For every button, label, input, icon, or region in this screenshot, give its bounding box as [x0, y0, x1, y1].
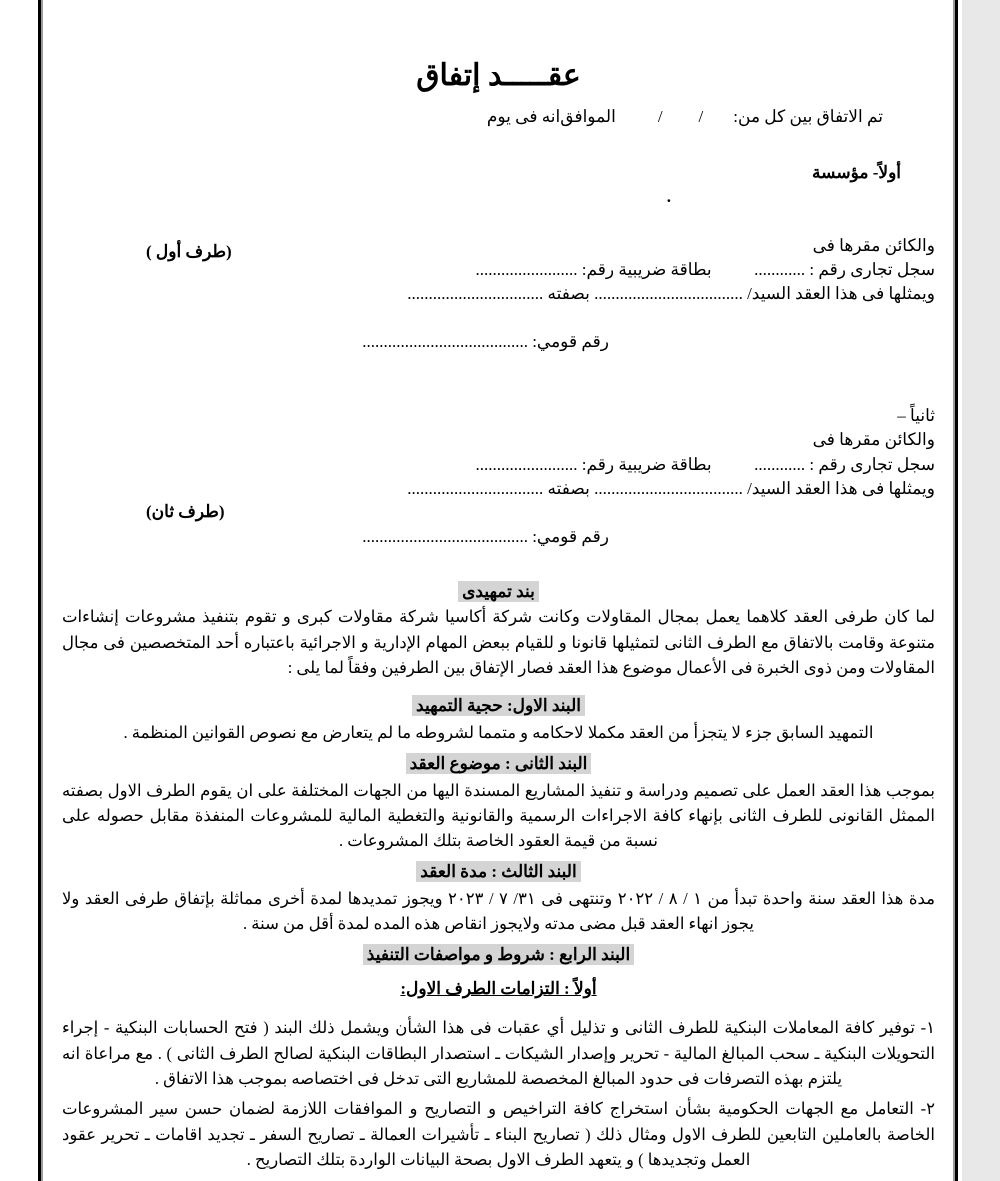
clause-4-heading: [62, 945, 935, 965]
page-border-right-shadow: [953, 0, 955, 1181]
first-party-registry-line: سجل تجارى رقم : ............ بطاقة ضريبية رقم: ........................: [475, 259, 935, 279]
intro-muwafq-label: الموافق: [560, 107, 616, 126]
first-party-national-id-line: [62, 306, 935, 378]
first-party-heading: [62, 137, 935, 234]
first-party-heading-text: أولاً- مؤسسة: [812, 163, 901, 183]
list-item: [62, 1096, 935, 1173]
clause-3-body: مدة هذا العقد سنة واحدة تبدأ من ١ / ٨ / ٢٠٢٢ وتنتهى فى ٣١/ ٧ / ٢٠٢٣ ويجوز تمديدها لمدة أخرى مماثلة بإتفاق طرفى العقد ولا يجوز انهاء العقد قبل مضى مدته ولايجوز انقاص هذه المده لمدة أقل من سنة .: [62, 889, 936, 934]
preamble-heading-text: بند تمهيدى: [458, 581, 539, 602]
preamble-heading: [62, 582, 935, 602]
first-party-address-label: والكائن مقرها فى: [812, 235, 935, 255]
intro-slash-1: /: [657, 107, 663, 126]
second-party-national-id-text: رقم قومي: .......................................: [362, 526, 609, 546]
list-item-marker: ١-: [920, 1018, 936, 1038]
preamble-body: لما كان طرفى العقد كلاهما يعمل بمجال المقاولات وكانت شركة أكاسيا شركة مقاولات كبرى و تقوم بتنفيذ مشروعات إنشاءات متنوعة وقامت بالاتفاق مع الطرف الثانى لتمثيلها قانونا و للقيام ببعض المهام الإدارية و الاجرائية باعتباره أحد المتخصصين فى مجال المقاولات ومن ذوى الخبرة فى الأعمال موضوع هذا العقد فصار الإتفاق بين الطرفين وفقاً لما يلى :: [62, 607, 935, 678]
clause-1-heading: [62, 696, 935, 716]
second-party-representative-line: ويمثلها فى هذا العقد السيد/ ................................... بصفته ................................: [407, 478, 935, 498]
second-party-block: [62, 404, 935, 573]
clause-3-heading: [62, 862, 935, 882]
first-party-tag: (طرف أول ): [146, 242, 232, 261]
clause-1-heading-text: البند الاول: حجية التمهيد: [412, 695, 585, 716]
page-right-margin: [962, 0, 1000, 1181]
page-border-left-shadow: [41, 0, 43, 1181]
intro-line: [62, 107, 935, 127]
second-party-address-label: والكائن مقرها فى: [812, 430, 935, 450]
list-item-text: التعامل مع الجهات الحكومية بشأن استخراج كافة التراخيص و التصاريح و الموافقات اللازمة لضمان حسن سير المشروعات الخاصة بالعاملين التابعين للطرف الاول ومثال ذلك ( تصاريح البناء ـ تأشيرات العمالة ـ تصاريح السفر ـ تجديد اقامات ـ تحرير عقود العمل وتجديدها ) و يتعهد الطرف الاول بصحة البيانات الواردة بتلك التصاريح .: [62, 1098, 935, 1170]
clause-4-heading-text: البند الرابع : شروط و مواصفات التنفيذ: [363, 944, 634, 965]
intro-slash-2: /: [698, 107, 704, 126]
document-sheet: [44, 0, 953, 1181]
first-party-block: [62, 137, 935, 378]
first-party-heading-dot: .: [666, 187, 671, 207]
obligations-heading-text: أولاً : التزامات الطرف الاول:: [400, 979, 597, 999]
page-title: عقـــــد إتفاق: [416, 59, 581, 92]
first-party-representative-line: ويمثلها فى هذا العقد السيد/ ................................... بصفته ................................: [407, 283, 935, 303]
intro-day-label: انه فى يوم: [486, 107, 561, 126]
second-party-heading: ثانياً –: [897, 406, 935, 426]
clause-1-body: التمهيد السابق جزء لا يتجزأ من العقد مكملا لاحكامه و متمما لشروطه ما لم يتعارض مع نصوص القوانين المنظمة .: [123, 722, 874, 742]
clause-2-body: بموجب هذا العقد العمل على تصميم ودراسة و تنفيذ المشاريع المسندة اليها من الجهات المختلفة على ان يقوم الطرف الاول بصفته الممثل القانونى للطرف الثانى بإنهاء كافة الاجراءات الرسمية والقانونية والتغطية المالية للمشروعات المنفذة مقابل حصوله على نسبة من قيمة العقود الخاصة بتلك المشروعات .: [62, 780, 935, 851]
obligations-heading: [62, 979, 935, 999]
obligations-list: [62, 1015, 935, 1172]
clause-2-heading: [62, 754, 935, 774]
list-item-marker: ٢-: [920, 1098, 935, 1118]
second-party-registry-line: سجل تجارى رقم : ............ بطاقة ضريبية رقم: ........................: [475, 454, 935, 474]
clause-2-heading-text: البند الثانى : موضوع العقد: [406, 753, 592, 774]
intro-agreement-tail: تم الاتفاق بين كل من:: [733, 107, 883, 126]
page-border-right: [955, 0, 958, 1181]
second-party-tag: (طرف ثان): [146, 502, 225, 522]
list-item-text: توفير كافة المعاملات البنكية للطرف الثانى و تذليل أي عقبات فى هذا الشأن ويشمل ذلك البند ( فتح الحسابات البنكية - إجراء التحويلات البنكية ـ سحب المبالغ المالية - تحرير وإصدار الشيكات ـ استصدار البطاقات البنكية لصالح الطرف الثانى ) . مع مراعاة انه يلتزم بهذه التصرفات فى حدود المبالغ المخصصة للمشاريع التى تدخل فى اختصاصه بموجب هذا الاتفاق .: [62, 1018, 935, 1089]
clause-3-heading-text: البند الثالث : مدة العقد: [416, 861, 580, 882]
first-party-national-id-text: رقم قومي: .......................................: [362, 332, 609, 351]
list-item: [62, 1015, 935, 1092]
